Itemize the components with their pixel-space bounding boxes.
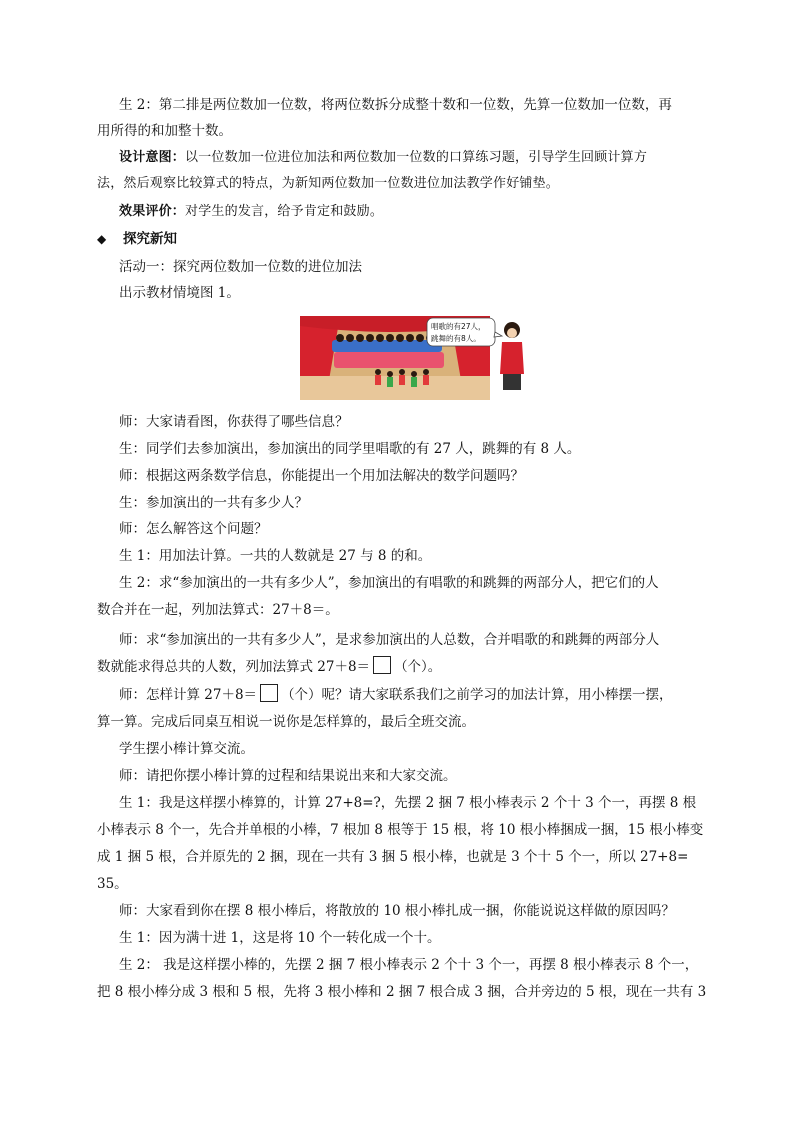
- paragraph-line: [119, 684, 794, 706]
- diamond-bullet-icon: ◆: [97, 232, 107, 246]
- paragraph-line: 出示教材情境图 1。: [119, 285, 240, 301]
- design-intent-line: [119, 147, 794, 169]
- effect-eval-text: 对学生的发言，给予肯定和鼓励。: [185, 204, 384, 219]
- paragraph-line: 师：求“参加演出的一共有多少人”，是求参加演出的人总数，合并唱歌的和跳舞的两部分人: [119, 632, 660, 648]
- paragraph-line: 师：怎么解答这个问题？: [119, 521, 268, 537]
- paragraph-line: 师：请把你摆小棒计算的过程和结果说出来和大家交流。: [119, 768, 457, 784]
- paragraph-line: 用所得的和加整十数。: [97, 123, 232, 139]
- paragraph-line: 法，然后观察比较算式的特点，为新知两位数加一位数进位加法教学作好铺垫。: [97, 176, 560, 191]
- effect-eval-label: 效果评价：: [119, 204, 186, 219]
- paragraph-line: [97, 656, 794, 678]
- answer-blank-box: [373, 656, 391, 674]
- paragraph-line: 生：同学们去参加演出，参加演出的同学里唱歌的有 27 人，跳舞的有 8 人。: [119, 441, 581, 457]
- paragraph-line: 生 1：我是这样摆小棒算的，计算 27+8=?，先摆 2 捆 7 根小棒表示 2 个十 3 个一，再摆 8 根: [119, 795, 697, 811]
- paragraph-line: 师：根据这两条数学信息，你能提出一个用加法解决的数学问题吗？: [119, 468, 524, 484]
- paragraph-line: 算一算。完成后同桌互相说一说你是怎样算的，最后全班交流。: [97, 714, 475, 730]
- text-segment: （个）呢？请大家联系我们之前学习的加法计算，用小棒摆一摆，: [281, 687, 673, 703]
- paragraph-line: 师：大家看到你在摆 8 根小棒后，将散放的 10 根小棒扎成一捆，你能说说这样做的原因吗？: [119, 903, 675, 919]
- paragraph-line: 学生摆小棒计算交流。: [119, 741, 254, 757]
- paragraph-line: 生 2：第二排是两位数加一位数，将两位数拆分成整十数和一位数，先算一位数加一位数，再: [119, 97, 672, 113]
- design-intent-label: 设计意图：: [119, 150, 186, 165]
- paragraph-line: 生 1：因为满十进 1，这是将 10 个一转化成一个十。: [119, 930, 441, 946]
- paragraph-line: 小棒表示 8 个一，先合并单根的小棒，7 根加 8 根等于 15 根，将 10 根小棒捆成一捆，15 根小棒变: [97, 822, 704, 838]
- paragraph-line: 生：参加演出的一共有多少人？: [119, 495, 308, 511]
- paragraph-line: 成 1 捆 5 根，合并原先的 2 捆，现在一共有 3 捆 5 根小棒，也就是 3 个十 5 个一，所以 27+8=: [97, 849, 689, 865]
- paragraph-line: 师：大家请看图，你获得了哪些信息？: [119, 414, 349, 430]
- paragraph-line: 生 1：用加法计算。一共的人数就是 27 与 8 的和。: [119, 548, 432, 564]
- bubble-text-1: 唱歌的有27人，: [431, 322, 486, 331]
- bubble-text-2: 跳舞的有8人。: [431, 334, 481, 343]
- effect-eval-line: [119, 201, 794, 223]
- paragraph-line: 35。: [97, 876, 128, 892]
- activity-title: 活动一：探究两位数加一位数的进位加法: [119, 259, 362, 275]
- section-title: 探究新知: [123, 231, 177, 247]
- paragraph-line: 把 8 根小棒分成 3 根和 5 根，先将 3 根小棒和 2 捆 7 根合成 3 捆，合并旁边的 5 根，现在一共有 3: [97, 984, 707, 1000]
- answer-blank-box: [260, 684, 278, 702]
- design-intent-text: 以一位数加一位进位加法和两位数加一位数的口算练习题，引导学生回顾计算方: [185, 150, 648, 165]
- paragraph-line: 生 2：求“参加演出的一共有多少人”，参加演出的有唱歌的和跳舞的两部分人，把它们的人: [119, 575, 659, 591]
- textbook-scene-illustration: [300, 316, 530, 400]
- paragraph-line: 数合并在一起，列加法算式：27＋8＝。: [97, 602, 339, 618]
- paragraph-line: 生 2： 我是这样摆小棒的，先摆 2 捆 7 根小棒表示 2 个十 3 个一，再摆 8 根小棒表示 8 个一，: [119, 957, 699, 973]
- text-segment: （个）。: [394, 659, 442, 675]
- text-segment: 数就能求得总共的人数，列加法算式 27＋8＝: [97, 659, 371, 675]
- section-heading: [97, 228, 794, 250]
- text-segment: 师：怎样计算 27＋8＝: [119, 687, 258, 703]
